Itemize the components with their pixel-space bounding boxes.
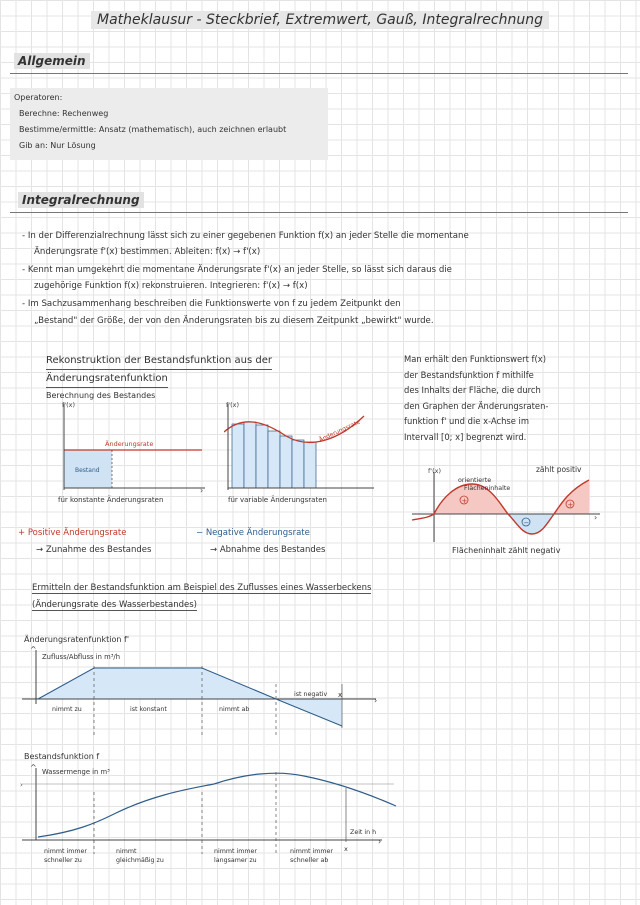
oriented-label-1: orientierte xyxy=(458,477,492,484)
label-3-line1: nimmt immer xyxy=(214,848,257,855)
graph1-rate-function xyxy=(14,644,404,736)
label-nimmt-ab: nimmt ab xyxy=(219,706,250,713)
divider xyxy=(10,73,628,74)
legend-negative-result: → Abnahme des Bestandes xyxy=(210,545,326,555)
variable-rate-graph xyxy=(224,398,394,510)
graph2-title: Bestandsfunktion f xyxy=(24,752,100,761)
graph1-ylabel: Zufluss/Abfluss in m³/h xyxy=(42,653,121,661)
bullet-line-6: „Bestand" der Größe, der von den Änderungsraten bis zu diesem Zeitpunkt „bewirkt" wurde. xyxy=(34,316,434,326)
example-line-2: (Änderungsrate des Wasserbestandes) xyxy=(32,600,197,610)
x-mark: x xyxy=(338,691,343,699)
bullet-line-1: - In der Differenzialrechnung lässt sich zu einer gegebenen Funktion f(x) an jeder Stelle die momentane xyxy=(22,231,469,241)
section-heading-allgemein: Allgemein xyxy=(14,54,90,68)
axis-label: f'(x) xyxy=(226,401,239,409)
label-1-line2: schneller zu xyxy=(44,857,82,864)
graph1-title: Änderungsratenfunktion f' xyxy=(24,635,130,644)
operator-bestimme: Bestimme/ermittle: Ansatz (mathematisch), auch zeichnen erlaubt xyxy=(19,125,287,134)
label-ist-negativ: ist negativ xyxy=(294,691,328,698)
reference-arrow: › xyxy=(20,781,23,789)
caption-constant: für konstante Änderungsraten xyxy=(58,496,164,504)
y-axis-arrow: ^ xyxy=(30,645,37,654)
curve-label: Änderungsrate xyxy=(317,418,362,444)
positive-label: zählt positiv xyxy=(536,465,582,474)
label-2-line1: nimmt xyxy=(116,848,137,855)
plus-sign: + xyxy=(461,497,468,505)
graph2-xlabel: Zeit in h xyxy=(350,829,377,836)
operator-gib-an: Gib an: Nur Lösung xyxy=(19,141,96,150)
divider xyxy=(10,212,628,213)
constant-rate-graph xyxy=(50,398,220,510)
oriented-label-2: Flächeninhalte xyxy=(464,485,511,492)
x-mark: x xyxy=(344,845,348,853)
x-axis-arrow: › xyxy=(378,837,382,846)
axis-label: f'(x) xyxy=(62,401,75,409)
legend-positive: + Positive Änderungsrate xyxy=(18,528,127,538)
example-line-1: Ermitteln der Bestandsfunktion am Beispiel des Zuflusses eines Wasserbeckens xyxy=(32,583,372,593)
label-1-line1: nimmt immer xyxy=(44,848,87,855)
bullet-line-2: Änderungsrate f'(x) bestimmen. Ableiten: f(x) → f'(x) xyxy=(34,247,261,257)
axis-label: f'(x) xyxy=(428,467,441,475)
rekon-heading xyxy=(46,352,272,388)
title-text: Matheklausur - Steckbrief, Extremwert, Gauß, Integralrechnung xyxy=(91,11,549,29)
rekon-sub: Berechnung des Bestandes xyxy=(46,391,156,400)
minus-sign: − xyxy=(523,519,530,527)
caption-variable: für variable Änderungsraten xyxy=(228,496,327,504)
page-title xyxy=(0,12,640,28)
label-nimmt-zu: nimmt zu xyxy=(52,706,82,713)
rekon-heading-line1: Rekonstruktion der Bestandsfunktion aus der xyxy=(46,352,272,370)
section-heading-integralrechnung: Integralrechnung xyxy=(18,193,144,207)
right-text: Man erhält den Funktionswert f(x) der Bestandsfunktion f mithilfe des Inhalts der Fläche, die durch den Graphen der Änderungsraten- funktion f' und die x-Achse im Intervall [0; x] begrenzt wird. xyxy=(404,354,549,442)
x-axis-arrow: › xyxy=(594,513,598,522)
label-3-line2: langsamer zu xyxy=(214,857,257,864)
rekon-heading-line2: Änderungsratenfunktion xyxy=(46,370,168,388)
bullet-line-4: zugehörige Funktion f(x) rekonstruieren. Integrieren: f'(x) → f(x) xyxy=(34,281,308,291)
graph2-ylabel: Wassermenge in m³ xyxy=(42,768,110,776)
negative-label: Flächeninhalt zählt negativ xyxy=(452,546,561,555)
plus-sign: + xyxy=(567,501,574,509)
label-2-line2: gleichmäßig zu xyxy=(116,857,164,864)
x-axis-arrow: › xyxy=(200,486,204,495)
bullet-line-5: - Im Sachzusammenhang beschreiben die Funktionswerte von f zu jedem Zeitpunkt den xyxy=(22,299,401,309)
rectangles xyxy=(232,422,316,488)
stock-curve xyxy=(38,773,396,837)
bullet-line-3: - Kennt man umgekehrt die momentane Änderungsrate f'(x) an jeder Stelle, so lässt sich daraus die xyxy=(22,265,452,275)
operators-label: Operatoren: xyxy=(14,93,63,102)
oriented-area-graph xyxy=(404,462,604,544)
legend-positive-result: → Zunahme des Bestandes xyxy=(36,545,152,555)
operator-berechne: Berechne: Rechenweg xyxy=(19,109,109,118)
rate-label: Änderungsrate xyxy=(105,440,154,448)
label-4-line1: nimmt immer xyxy=(290,848,333,855)
x-axis-arrow: › xyxy=(374,696,378,705)
y-axis-arrow: ^ xyxy=(30,763,37,772)
label-4-line2: schneller ab xyxy=(290,857,329,864)
label-ist-konstant: ist konstant xyxy=(130,706,167,713)
bestand-label: Bestand xyxy=(75,467,100,474)
legend-negative: − Negative Änderungsrate xyxy=(196,528,310,538)
graph2-stock-function xyxy=(14,762,404,866)
